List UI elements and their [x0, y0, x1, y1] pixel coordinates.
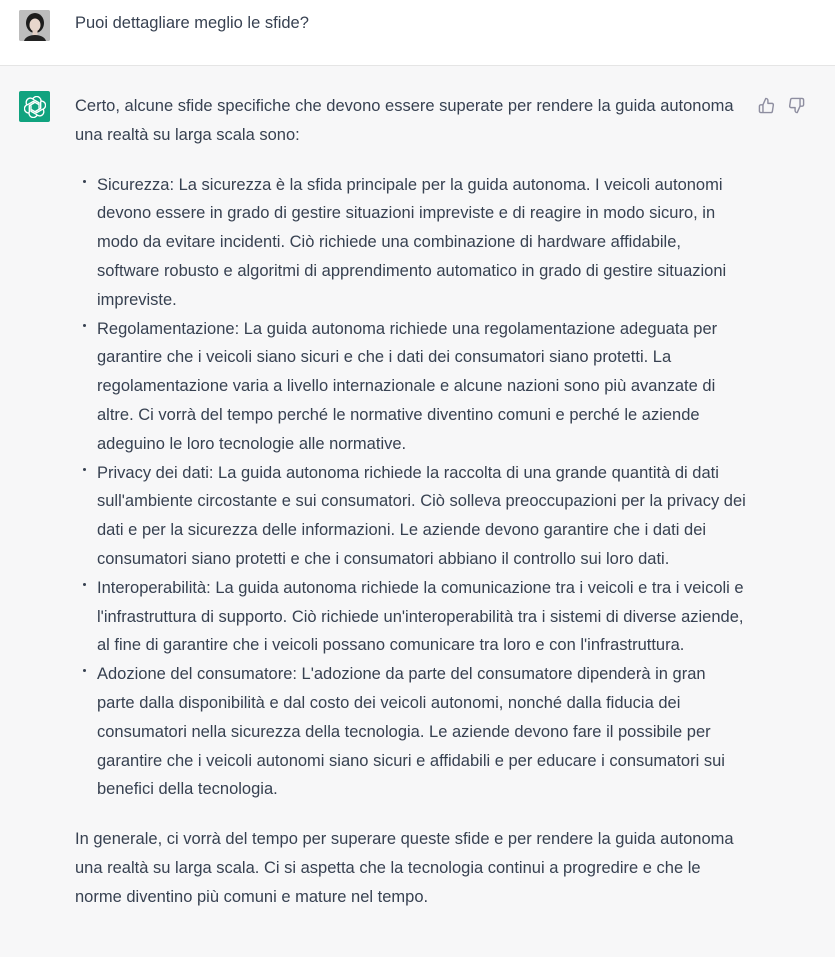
assistant-message-body — [75, 92, 747, 912]
feedback-buttons — [756, 95, 806, 115]
list-item: Adozione del consumatore: L'adozione da parte del consumatore dipenderà in gran parte dalla disponibilità e dal costo dei veicoli autonomi, nonché dalla fiducia dei consumatori nella sicurezza della tecnologia. Le aziende devono fare il possibile per garantire che i veicoli autonomi siano sicuri e affidabili e per educare i consumatori sui benefici della tecnologia. — [97, 660, 747, 804]
user-message-text: Puoi dettagliare meglio le sfide? — [75, 14, 309, 32]
thumbs-up-button[interactable] — [756, 95, 776, 115]
avatar — [19, 10, 50, 41]
thumbs-down-icon — [788, 97, 805, 114]
challenges-list — [75, 171, 747, 805]
list-item: Sicurezza: La sicurezza è la sfida principale per la guida autonoma. I veicoli autonomi devono essere in grado di gestire situazioni impreviste e di reagire in modo sicuro, in modo da evitare incidenti. Ciò richiede una combinazione di hardware affidabile, software robusto e algoritmi di apprendimento automatico in grado di gestire situazioni impreviste. — [97, 171, 747, 315]
list-item: Interoperabilità: La guida autonoma richiede la comunicazione tra i veicoli e tra i veicoli e l'infrastruttura di supporto. Ciò richiede un'interoperabilità tra i sistemi di diverse aziende, al fine di garantire che i veicoli possano comunicare tra loro e con l'infrastruttura. — [97, 574, 747, 660]
thumbs-up-icon — [758, 97, 775, 114]
list-item: Privacy dei dati: La guida autonoma richiede la raccolta di una grande quantità di dati sull'ambiente circostante e sui consumatori. Ciò solleva preoccupazioni per la privacy dei dati e per la sicurezza delle informazioni. Le aziende devono garantire che i dati dei consumatori siano protetti e che i consumatori abbiano il controllo sui loro dati. — [97, 459, 747, 574]
assistant-message — [0, 66, 835, 957]
user-avatar-image — [19, 10, 50, 41]
user-message — [0, 0, 835, 66]
thumbs-down-button[interactable] — [786, 95, 806, 115]
list-item: Regolamentazione: La guida autonoma richiede una regolamentazione adeguata per garantire che i veicoli siano sicuri e che i dati dei consumatori siano protetti. La regolamentazione varia a livello internazionale e alcune nazioni sono più avanzate di altre. Ci vorrà del tempo perché le normative diventino comuni e perché le aziende adeguino le loro tecnologie alle normative. — [97, 315, 747, 459]
assistant-intro: Certo, alcune sfide specifiche che devono essere superate per rendere la guida autonoma una realtà su larga scala sono: — [75, 97, 734, 144]
chatgpt-logo-icon — [19, 91, 50, 122]
assistant-conclusion: In generale, ci vorrà del tempo per superare queste sfide e per rendere la guida autonoma una realtà su larga scala. Ci si aspetta che la tecnologia continui a progredire e che le norme diventino più comuni e mature nel tempo. — [75, 830, 734, 906]
